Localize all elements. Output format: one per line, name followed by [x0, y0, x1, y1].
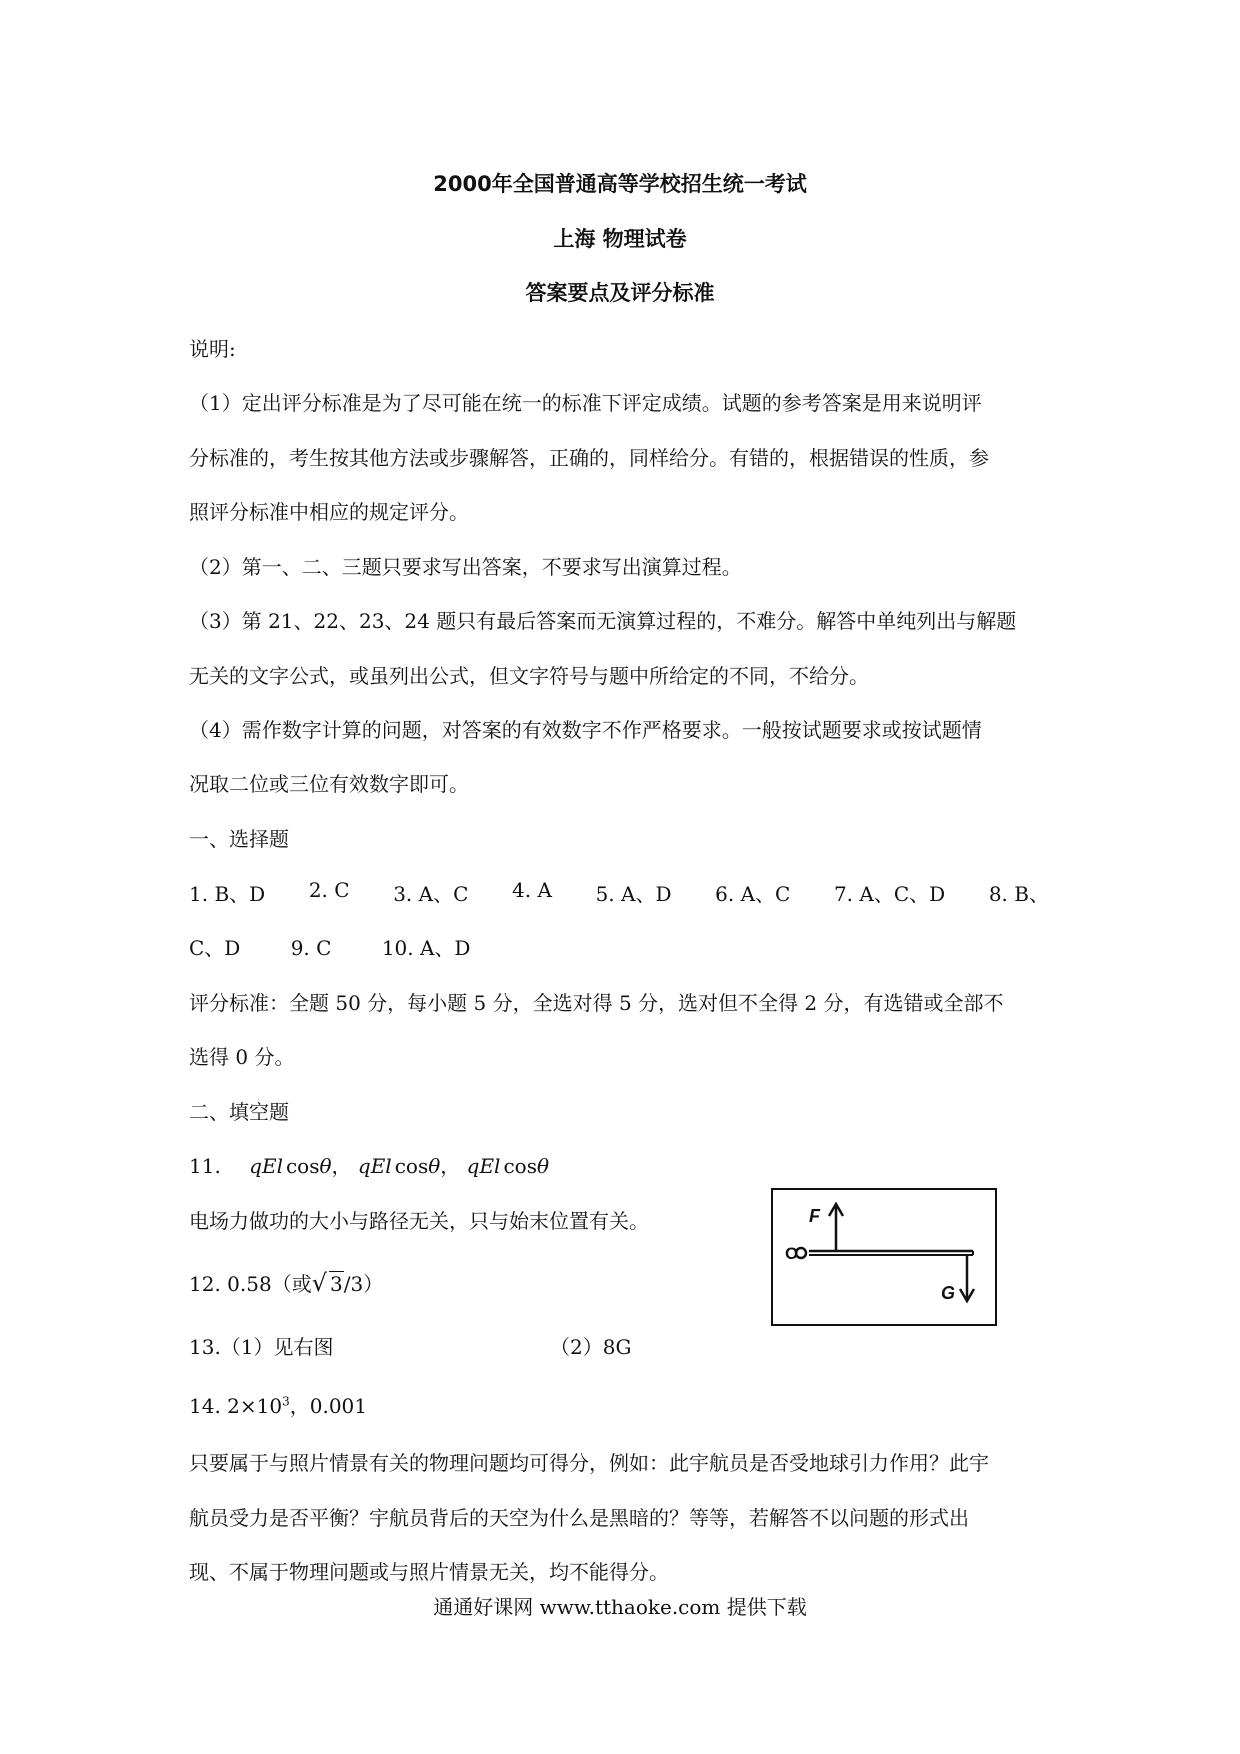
mcq-answer: C、D: [189, 936, 241, 960]
note4-line2: 况取二位或三位有效数字即可。: [189, 772, 469, 796]
q12-answer: 12. 0.58（或√ 3/3）: [189, 1269, 384, 1297]
mcq-answer: 7. A、C、D: [833, 882, 946, 906]
q11-note: 电场力做功的大小与路径无关，只与始末位置有关。: [189, 1209, 649, 1233]
notes-label: 说明:: [189, 337, 236, 361]
exam-subtitle: 上海 物理试卷: [553, 227, 687, 251]
note1-line2: 分标准的，考生按其他方法或步骤解答，正确的，同样给分。有错的，根据错误的性质，参: [189, 446, 989, 470]
mcq-answer: 4. A: [512, 878, 552, 902]
note4-line1: （4）需作数字计算的问题，对答案的有效数字不作严格要求。一般按试题要求或按试题情: [189, 718, 982, 742]
section2-heading: 二、填空题: [189, 1100, 289, 1124]
q11-answer: 11. qEl cosθ， qEl cosθ， qEl cosθ: [189, 1154, 550, 1178]
note1-line1: （1）定出评分标准是为了尽可能在统一的标准下评定成绩。试题的参考答案是用来说明评: [189, 391, 982, 415]
section-heading: 答案要点及评分标准: [525, 281, 715, 305]
force-diagram-figure: [771, 1188, 997, 1326]
mcq-answer: 8. B、: [988, 882, 1049, 906]
label-g: G: [941, 1283, 956, 1303]
mcq-answer: 10. A、D: [381, 936, 471, 960]
mcq-answers-row1: [189, 878, 1049, 907]
mcq-scoring-line2: 选得 0 分。: [189, 1045, 295, 1069]
mcq-answer: 5. A、D: [595, 882, 672, 906]
note3-line1: （3）第 21、22、23、24 题只有最后答案而无演算过程的，不难分。解答中单纯列出与解题: [189, 609, 1017, 633]
section1-heading: 一、选择题: [189, 827, 289, 851]
q14-answer: 14. $2\times 10^3$，0.001: [189, 1394, 368, 1418]
q13-answer: 13.（1）见右图 （2）8G: [189, 1335, 632, 1359]
label-f: F: [809, 1206, 820, 1226]
q15-line2: 航员受力是否平衡？宇航员背后的天空为什么是黑暗的？等等，若解答不以问题的形式出: [189, 1506, 969, 1530]
mcq-answer: 3. A、C: [393, 882, 469, 906]
q15-line1: 只要属于与照片情景有关的物理问题均可得分，例如：此宇航员是否受地球引力作用？此宇: [189, 1451, 989, 1475]
label-o: O: [785, 1244, 799, 1263]
note1-line3: 照评分标准中相应的规定评分。: [189, 500, 469, 524]
q15-line3: 现、不属于物理问题或与照片情景无关，均不能得分。: [189, 1560, 669, 1584]
page-footer: 通通好课网 www.tthaoke.com 提供下载: [433, 1595, 807, 1619]
note2: （2）第一、二、三题只要求写出答案，不要求写出演算过程。: [189, 555, 742, 579]
exam-title: 2000年全国普通高等学校招生统一考试: [433, 172, 807, 196]
lever-force-diagram: [773, 1190, 995, 1324]
mcq-answer: 2. C: [308, 878, 350, 902]
mcq-answer: 6. A、C: [715, 882, 791, 906]
mcq-scoring-line1: 评分标准：全题 50 分，每小题 5 分，全选对得 5 分，选对但不全得 2 分，有选错或全部不: [189, 991, 1004, 1015]
mcq-answer: 9. C: [290, 936, 332, 960]
mcq-answer: 1. B、D: [189, 882, 266, 906]
mcq-answers-row2: [189, 932, 514, 961]
note3-line2: 无关的文字公式，或虽列出公式，但文字符号与题中所给定的不同，不给分。: [189, 664, 869, 688]
